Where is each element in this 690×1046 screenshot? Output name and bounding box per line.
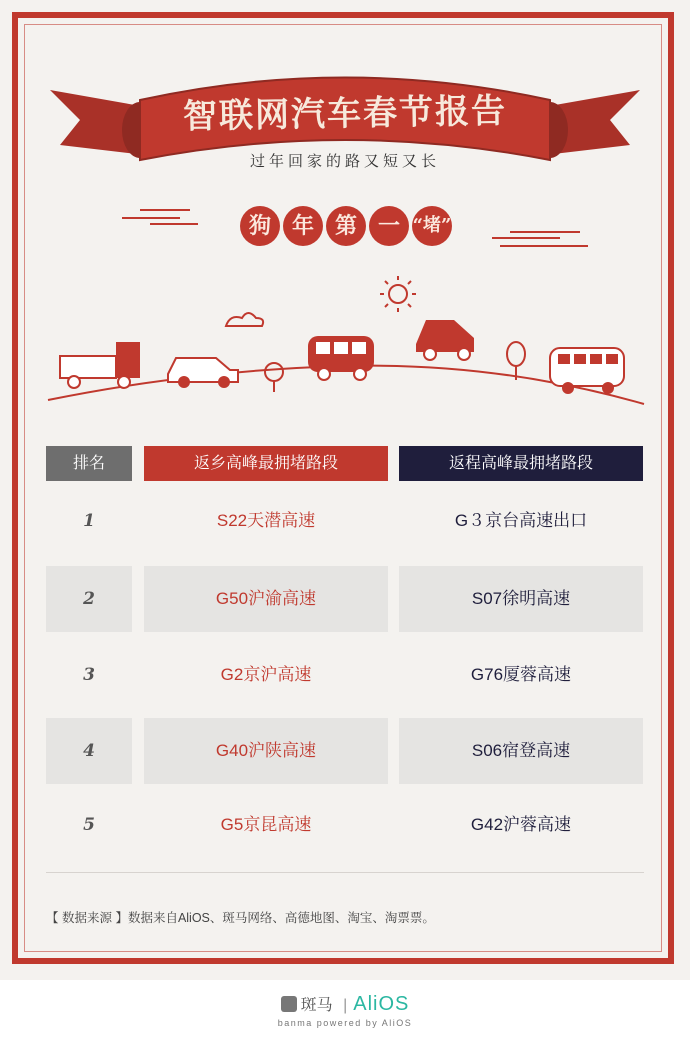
brand-cn: 斑马 — [300, 997, 333, 1014]
cloud-swirl-left-icon — [120, 204, 200, 228]
rank-cell: 1 — [83, 511, 95, 531]
brand-en: AliOS — [353, 993, 410, 1015]
logo-separator: | — [343, 997, 348, 1014]
report-title: 智联网汽车春节报告 — [182, 91, 508, 137]
headline — [240, 206, 452, 252]
sun-icon — [380, 276, 416, 312]
tree-icon — [265, 363, 283, 392]
return-cell: S06宿登高速 — [471, 741, 571, 760]
van-icon — [308, 336, 374, 380]
return-cell: S07徐明高速 — [471, 589, 571, 608]
banma-logo-icon — [281, 996, 297, 1012]
outbound-cell: G40沪陕高速 — [215, 741, 317, 760]
rank-cell: 4 — [83, 741, 95, 761]
outbound-cell: G50沪渝高速 — [215, 589, 317, 608]
rank-cell: 5 — [83, 815, 95, 835]
cloud-swirl-right-icon — [490, 228, 590, 252]
cloud-icon — [226, 313, 263, 326]
outbound-cell: G2京沪高速 — [220, 665, 312, 684]
headline-char: 年 — [283, 206, 323, 246]
headline-char: “堵” — [412, 206, 452, 246]
report-subtitle: 过年回家的路又短又长 — [249, 152, 440, 170]
rank-cell: 2 — [83, 589, 95, 609]
headline-char: 狗 — [240, 206, 280, 246]
header-return: 返程高峰最拥堵路段 — [399, 446, 643, 481]
taxi-icon — [168, 358, 238, 388]
truck-icon — [60, 342, 140, 388]
headline-char: 一 — [369, 206, 409, 246]
return-cell: G３京台高速出口 — [454, 511, 588, 530]
return-cell: G76厦蓉高速 — [470, 665, 572, 684]
headline-char: 第 — [326, 206, 366, 246]
source-note: 【 数据来源 】数据来自AliOS、斑马网络、高德地图、淘宝、淘票票。 — [46, 911, 435, 925]
bus-icon — [550, 348, 624, 394]
divider — [46, 872, 644, 873]
rank-cell: 3 — [83, 665, 95, 685]
return-cell: G42沪蓉高速 — [470, 815, 572, 834]
header-outbound: 返乡高峰最拥堵路段 — [144, 446, 388, 481]
car-icon — [416, 320, 474, 360]
traffic-illustration — [46, 270, 646, 410]
header-rank: 排名 — [46, 446, 132, 481]
footer-logo — [0, 992, 690, 1028]
tree-icon — [507, 342, 525, 380]
outbound-cell: S22天潜高速 — [216, 511, 316, 530]
outbound-cell: G5京昆高速 — [220, 815, 312, 834]
brand-tagline: banma powered by AliOS — [277, 1018, 413, 1028]
